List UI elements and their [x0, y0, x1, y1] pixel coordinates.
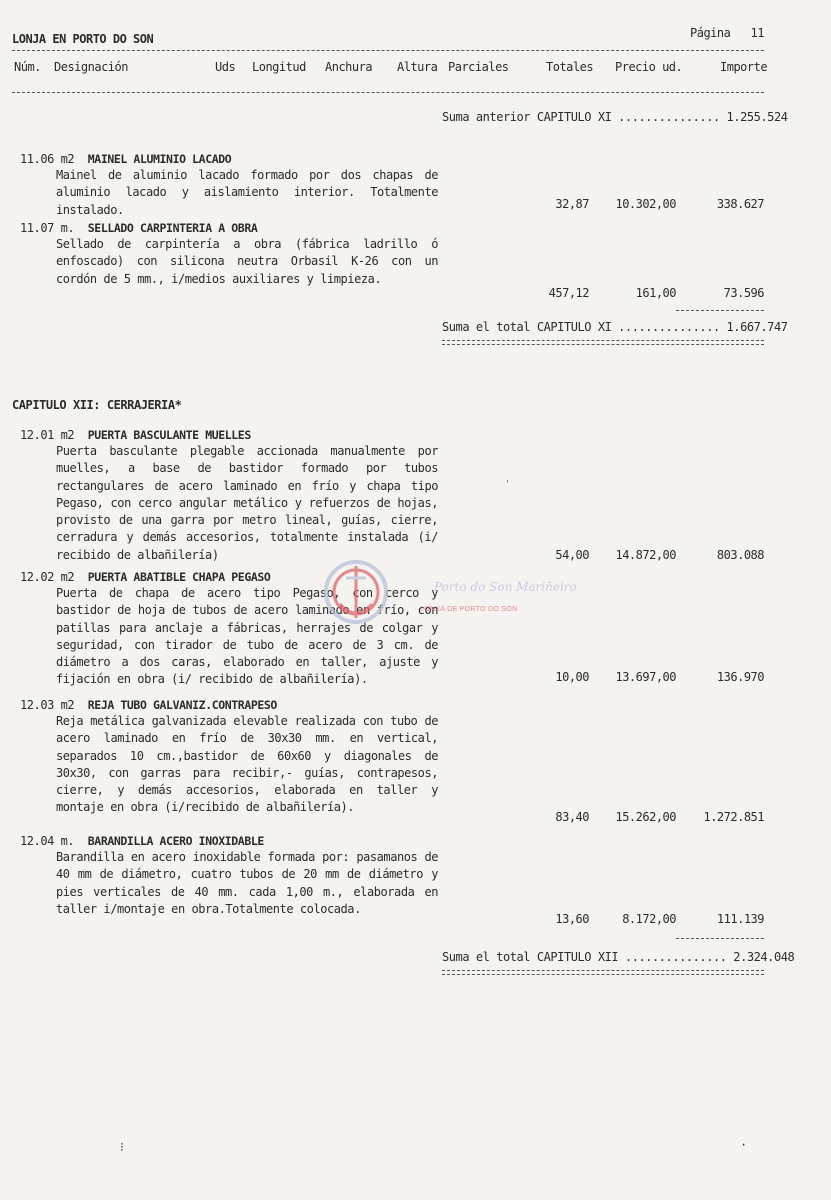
stamp-line1: Porto do Son Mariñeiro — [434, 580, 577, 594]
header-rule-top — [12, 50, 764, 51]
item-importe: 1.272.851 — [703, 810, 764, 824]
item-code: 12.02 m2 — [20, 570, 75, 584]
col-precio: Precio ud. — [615, 60, 683, 74]
item-description: Barandilla en acero inoxidable formada por: pasamanos de 40 mm de diámetro, cuatro tubos de 20 mm de diámetro y pies verticales de 40 mm. cada 1,00 m., elaborada en taller i/montaje en obra.Totalmente colocada. — [56, 850, 438, 916]
item-totales: 54,00 — [555, 548, 589, 562]
item-importe: 136.970 — [716, 670, 764, 684]
item-code: 12.03 m2 — [20, 698, 75, 712]
document-title: LONJA EN PORTO DO SON — [12, 32, 154, 46]
item-importe: 73.596 — [723, 286, 764, 300]
item-title: PUERTA BASCULANTE MUELLES — [87, 428, 251, 442]
total-capitulo-xii: Suma el total CAPITULO XII ............... 2.324.048 — [442, 950, 795, 964]
item-description: Puerta basculante plegable accionada manualmente por muelles, a base de bastidor formado por tubos rectangulares de acero laminado en frío y chapa tipo Pegaso, con cerco angular metálico y refuerzos de hojas, provisto de una garra por metro lineal, guías, cierre, cerradura y demás accesorios, totalmente instalada (i/ recibido de albañilería) — [56, 444, 438, 562]
item-header — [20, 698, 277, 712]
item-precio: 8.172,00 — [622, 912, 676, 926]
header-rule-bottom — [12, 92, 764, 93]
col-anchura: Anchura — [325, 60, 373, 74]
page-label: Página — [690, 26, 731, 40]
item-code: 11.06 m2 — [20, 152, 75, 166]
item-header — [20, 428, 251, 442]
item-header — [20, 221, 257, 235]
scan-speck-icon: ⁝ — [120, 1140, 124, 1154]
item-header — [20, 152, 231, 166]
chapter-heading: CAPITULO XII: CERRAJERIA* — [12, 398, 182, 412]
item-title: MAINEL ALUMINIO LACADO — [87, 152, 232, 166]
item-description: Puerta de chapa de acero tipo Pegaso, con cerco y bastidor de hoja de tubos de acero laminado en frío, con patillas para anclaje a fábricas, herrajes de colgar y seguridad, con tirador de tubo de acero de 3 cm. de diámetro a dos caras, elaborado en taller, ajuste y fijación en obra (i/ recibido de albañilería). — [56, 586, 438, 687]
page-indicator — [690, 26, 764, 40]
subtotal-rule — [676, 938, 764, 939]
item-description: Mainel de aluminio lacado formado por dos chapas de aluminio lacado y aislamiento interior. Totalmente instalado. — [56, 168, 438, 217]
item-totales: 83,40 — [555, 810, 589, 824]
item-header — [20, 570, 270, 584]
item-title: PUERTA ABATIBLE CHAPA PEGASO — [87, 570, 271, 584]
item-code: 12.01 m2 — [20, 428, 75, 442]
item-precio: 15.262,00 — [615, 810, 676, 824]
page-number: 11 — [750, 26, 764, 40]
anchor-logo-icon — [316, 552, 406, 642]
item-precio: 161,00 — [635, 286, 676, 300]
col-num: Núm. — [14, 60, 41, 74]
col-altura: Altura — [397, 60, 438, 74]
col-importe: Importe — [720, 60, 768, 74]
subtotal-rule — [676, 310, 764, 311]
item-description: Sellado de carpintería a obra (fábrica ladrillo ó enfoscado) con silicona neutra Orbasil K-26 con un cordón de 5 mm., i/medios auxiliares y limpieza. — [56, 237, 438, 286]
col-parciales: Parciales — [448, 60, 509, 74]
col-uds: Uds — [215, 60, 236, 74]
item-header — [20, 834, 264, 848]
total-capitulo-xi: Suma el total CAPITULO XI ............... 1.667.747 — [442, 320, 788, 334]
col-totales: Totales — [546, 60, 594, 74]
stamp-line2: LONXA DE PORTO DO SON — [420, 606, 518, 613]
item-importe: 803.088 — [716, 548, 764, 562]
item-precio: 10.302,00 — [615, 197, 676, 211]
item-totales: 13,60 — [555, 912, 589, 926]
item-totales: 457,12 — [548, 286, 589, 300]
scan-speck-icon: ˈ — [505, 480, 511, 490]
item-description: Reja metálica galvanizada elevable realizada con tubo de acero laminado en frío de 30x30 mm. en vertical, separados 10 cm.,bastidor de 60x60 y diagonales de 30x30, con garras para recibir,- guías, contrapesos, cierre, y demás accesorios, elaborada en taller y montaje en obra (i/recibido de albañilería). — [56, 714, 438, 815]
item-title: REJA TUBO GALVANIZ.CONTRAPESO — [87, 698, 277, 712]
item-totales: 32,87 — [555, 197, 589, 211]
item-importe: 111.139 — [716, 912, 764, 926]
item-precio: 14.872,00 — [615, 548, 676, 562]
col-longitud: Longitud — [252, 60, 306, 74]
item-precio: 13.697,00 — [615, 670, 676, 684]
item-title: SELLADO CARPINTERIA A OBRA — [87, 221, 258, 235]
watermark-stamp — [316, 552, 577, 642]
item-totales: 10,00 — [555, 670, 589, 684]
scan-speck-icon: · — [740, 1138, 748, 1152]
item-code: 12.04 m. — [20, 834, 75, 848]
item-title: BARANDILLA ACERO INOXIDABLE — [87, 834, 264, 848]
double-rule — [442, 970, 764, 975]
col-designacion: Designación — [54, 60, 128, 74]
item-code: 11.07 m. — [20, 221, 75, 235]
suma-anterior: Suma anterior CAPITULO XI ............... 1.255.524 — [442, 110, 788, 124]
item-importe: 338.627 — [716, 197, 764, 211]
double-rule — [442, 340, 764, 345]
